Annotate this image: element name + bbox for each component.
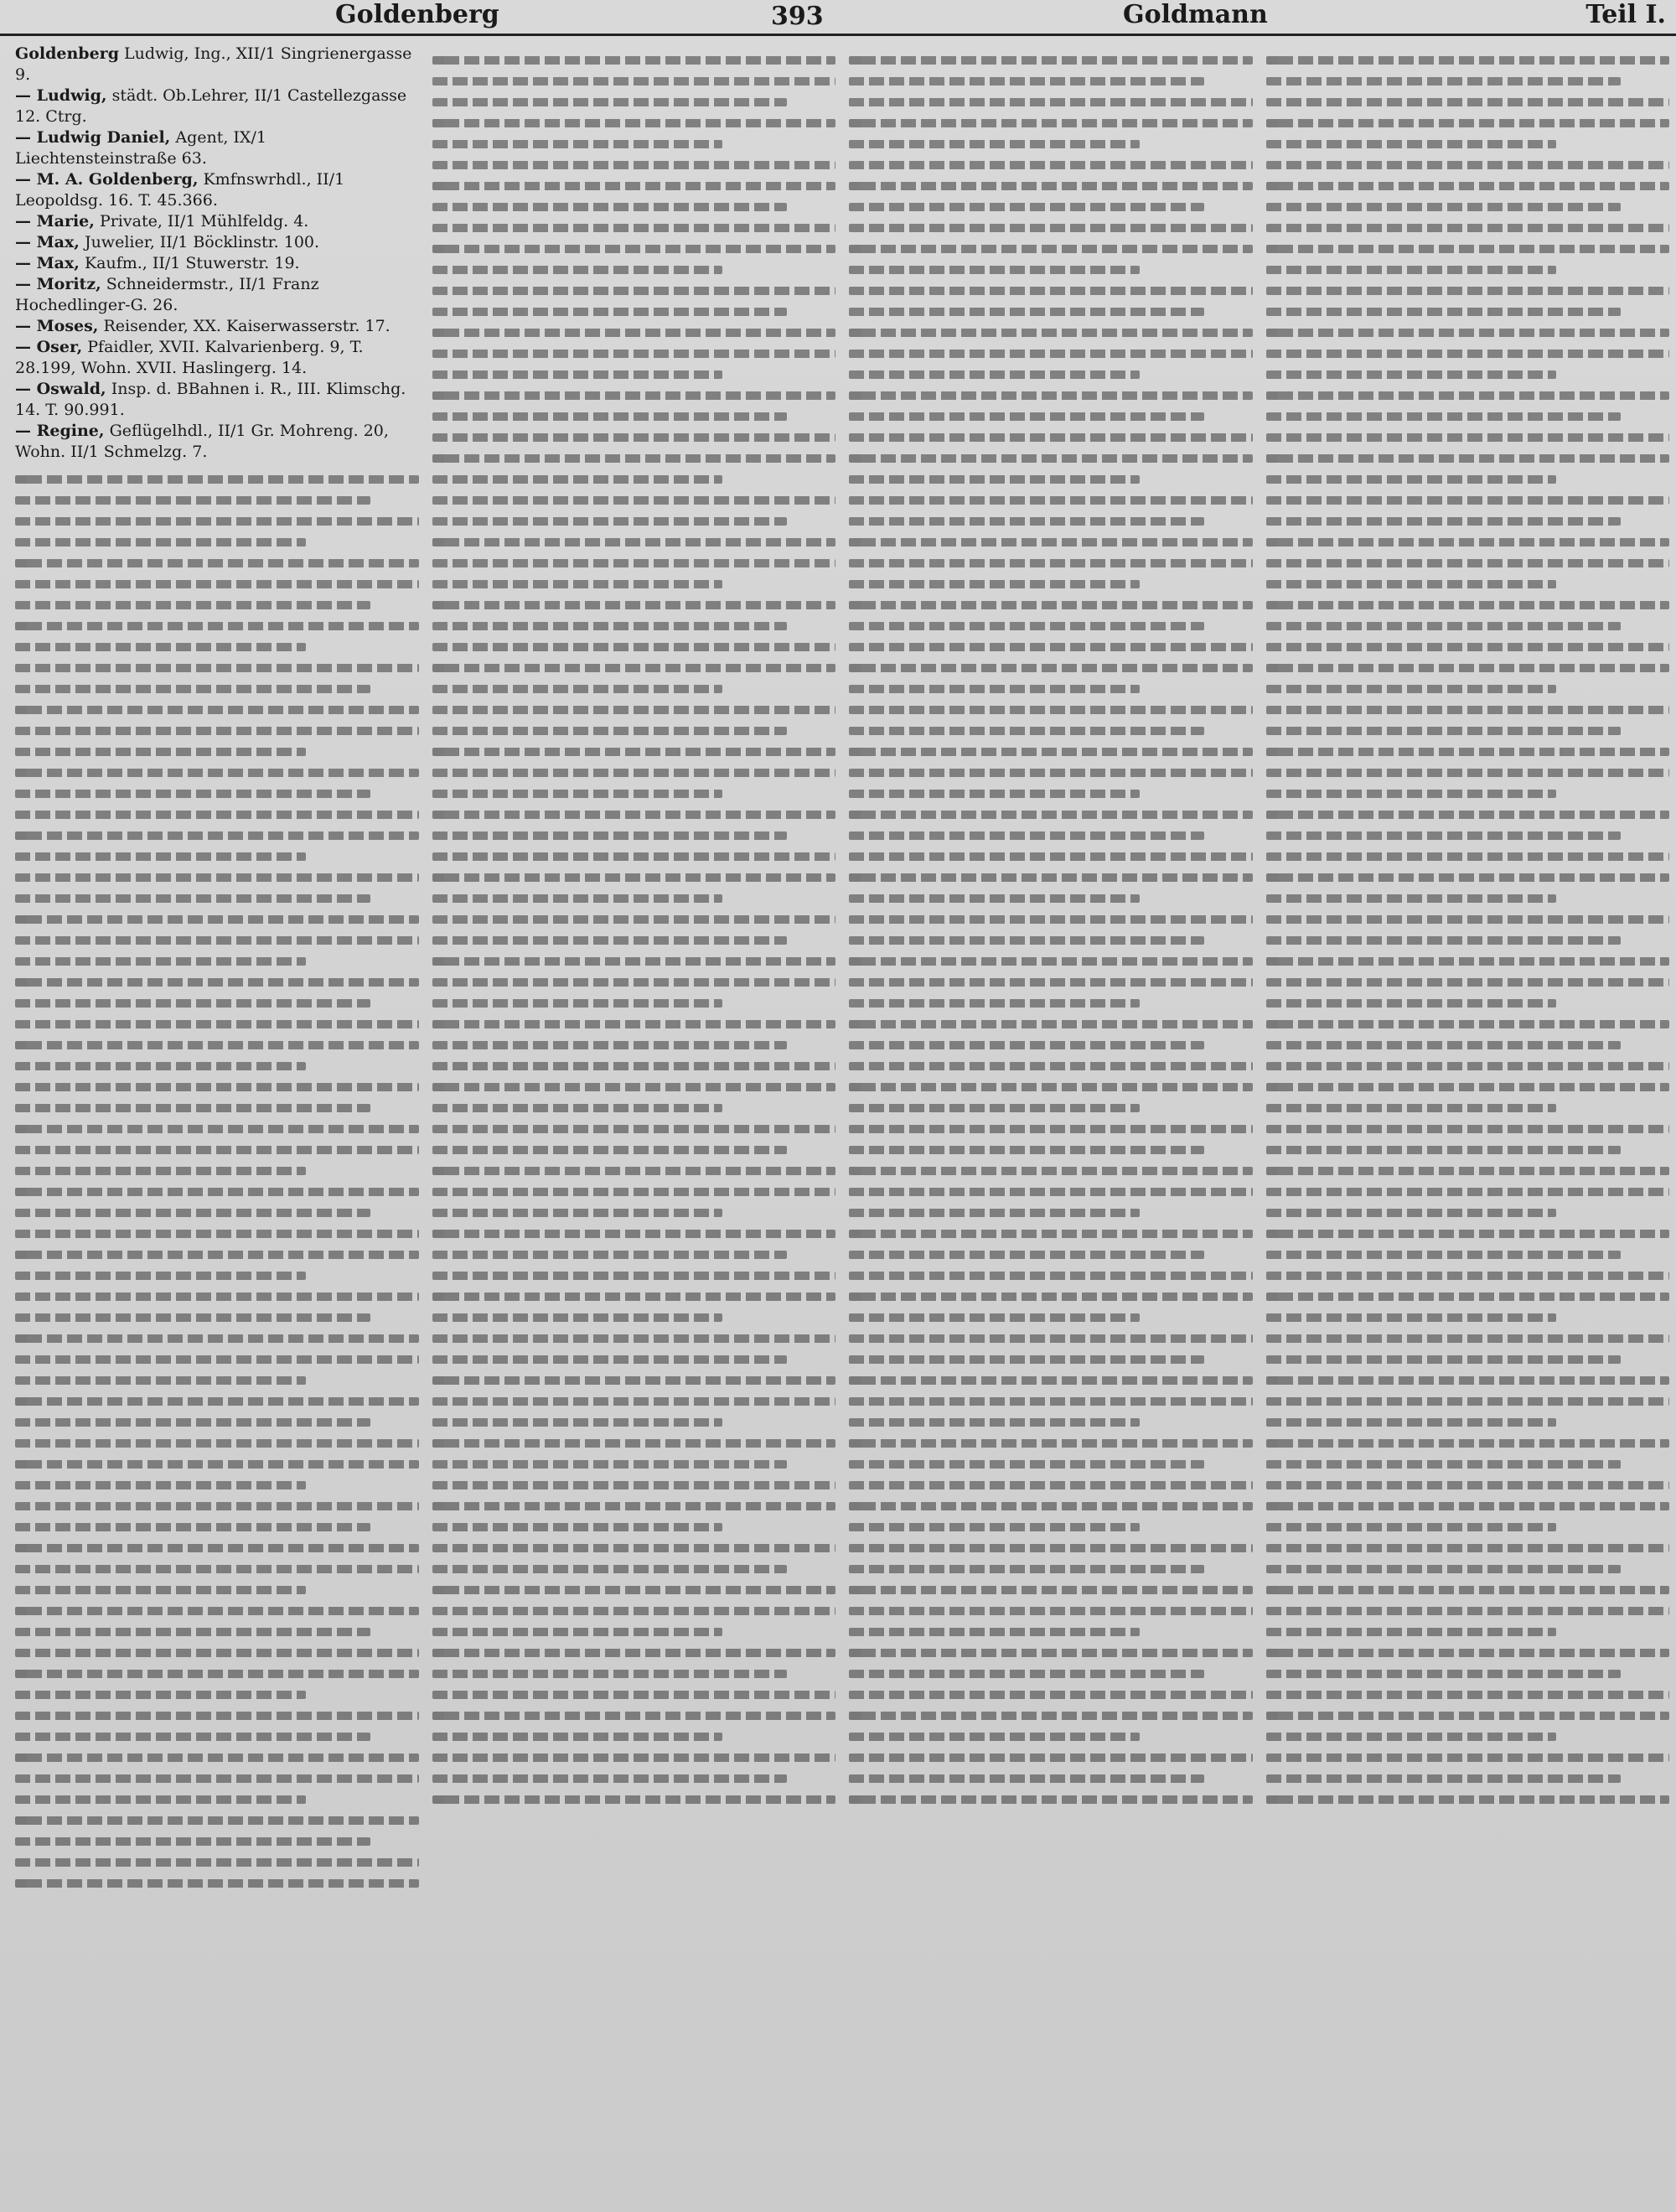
header-left-keyword: Goldenberg [335,0,499,29]
directory-entry: — Max, Kaufm., II/1 Stuwerstr. 19. [15,254,300,272]
directory-entry: — Max, Juwelier, II/1 Böcklinstr. 100. [15,233,320,251]
directory-entry: — Ludwig Daniel, Agent, IX/1 Liechtensteinstraße 63. [15,128,266,168]
directory-entry: — Marie, Private, II/1 Mühlfeldg. 4. [15,212,309,231]
directory-entry: — Moritz, Schneidermstr., II/1 Franz Hochedlinger-G. 26. [15,275,319,314]
directory-entry: — M. A. Goldenberg, Kmfnswrhdl., II/1 Leopoldsg. 16. T. 45.366. [15,170,345,210]
part-label: Teil I. [1585,0,1666,29]
directory-entry: — Ludwig, städt. Ob.Lehrer, II/1 Castellezgasse 12. Ctrg. [15,86,407,126]
text-lines-placeholder [15,475,419,1888]
column-4 [1266,44,1670,2212]
directory-entry: — Moses, Reisender, XX. Kaiserwasserstr. 17. [15,317,391,335]
text-lines-placeholder [1266,56,1670,1804]
column-2 [432,44,836,2212]
column-3 [849,44,1253,2212]
text-lines-placeholder [849,56,1253,1804]
directory-entry: — Oser, Pfaidler, XVII. Kalvarienberg. 9, T. 28.199, Wohn. XVII. Haslingerg. 14. [15,338,364,377]
header-right-keyword: Goldmann [1123,0,1268,29]
directory-entry: Goldenberg Ludwig, Ing., XII/1 Singrienergasse 9. [15,44,412,84]
page-header [0,0,1676,36]
directory-columns [15,44,1669,2212]
text-lines-placeholder [432,56,836,1804]
directory-entry: — Oswald, Insp. d. BBahnen i. R., III. Klimschg. 14. T. 90.991. [15,380,406,419]
directory-entry: — Regine, Geflügelhdl., II/1 Gr. Mohreng. 20, Wohn. II/1 Schmelzg. 7. [15,422,389,461]
page-number: 393 [771,2,824,31]
column-1 [15,44,419,2212]
